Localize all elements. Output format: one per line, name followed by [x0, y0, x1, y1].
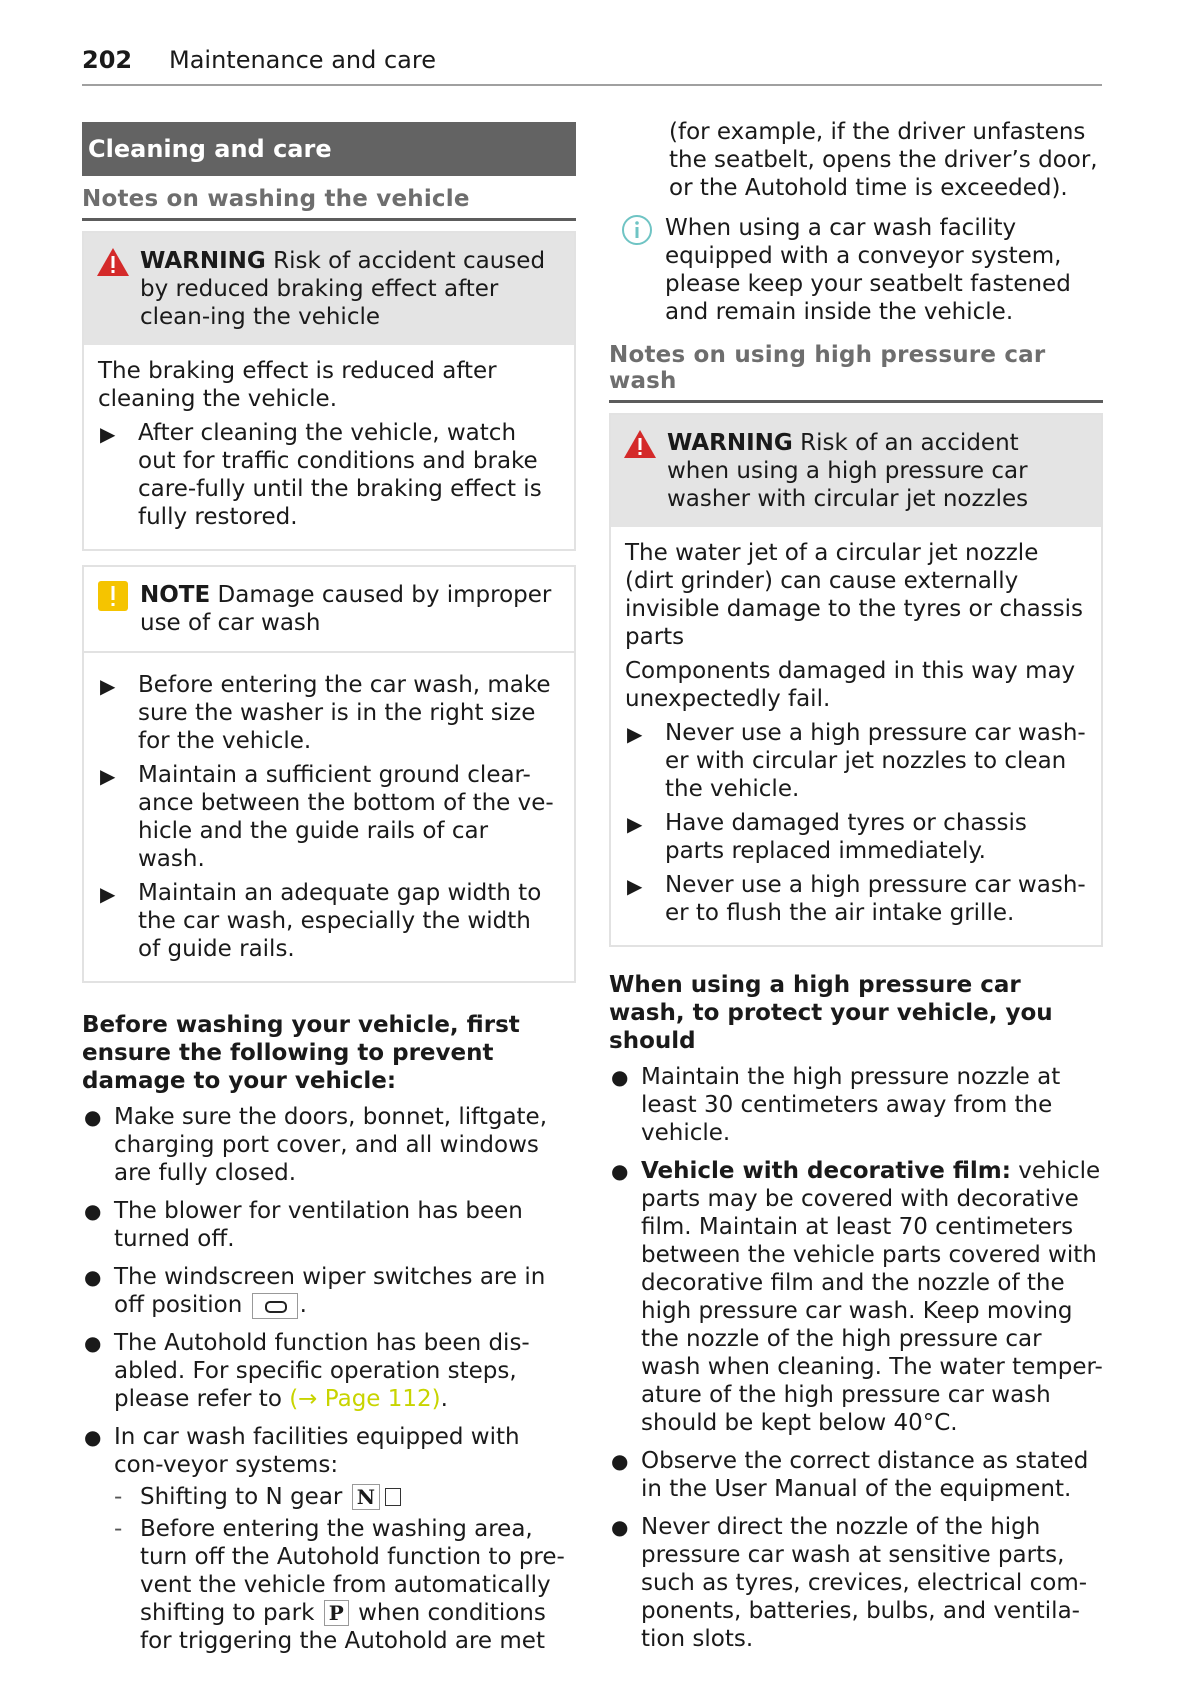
- note-box-car-wash: [82, 565, 576, 983]
- list-item: ▶ After cleaning the vehicle, watch out for traffic conditions and brake care-fully until the braking effect is fully restored.: [100, 420, 542, 530]
- sub-list-item: - Shifting to N gear N: [114, 1483, 576, 1511]
- list-item: ▶ Never use a high pressure car wash-er with circular jet nozzles to clean the vehicle.: [627, 720, 1086, 802]
- bullet-dot-icon: ●: [611, 1159, 629, 1183]
- info-text: When using a car wash facility equipped with a conveyor system, please keep your seatbelt fastened and remain inside the vehicle.: [665, 215, 1071, 325]
- list-item: ● Vehicle with decorative film: vehicle parts may be covered with decorative film. Maintain at least 70 centimeters between the vehicle parts covered with decorative film and the nozzle of the high pressure car wash. Keep moving the nozzle of the high pressure car wash when cleaning. The water temper-ature of the high pressure car wash should be kept below 40°C.: [611, 1158, 1103, 1436]
- note-exclamation-icon: [96, 581, 130, 611]
- warning-box-high-pressure: [609, 413, 1103, 947]
- warning-keyword: WARNING: [140, 248, 266, 274]
- subheading-washing: Notes on washing the vehicle: [82, 176, 576, 221]
- warning-triangle-icon: [96, 247, 130, 277]
- note-title: Damage caused by improper use of car wash: [140, 582, 552, 636]
- warning-paragraph: Components damaged in this way may unexpectedly fail.: [625, 658, 1076, 712]
- bullet-dot-icon: ●: [611, 1065, 629, 1089]
- continuation-text: (for example, if the driver unfastens the seatbelt, opens the driver’s door, or the Autohold time is exceeded).: [669, 119, 1098, 201]
- list-item: ● Observe the correct distance as stated in the User Manual of the equipment.: [611, 1448, 1089, 1502]
- triangle-bullet-icon: ▶: [100, 764, 116, 788]
- p-gear-key-icon: P: [324, 1600, 349, 1626]
- warning-body: [611, 527, 1101, 945]
- note-keyword: NOTE: [140, 582, 211, 608]
- bullet-dot-icon: ●: [84, 1331, 102, 1355]
- warning-title: Risk of an accident when using a high pressure car washer with circular jet nozzles: [667, 430, 1029, 512]
- before-washing-list: [82, 1103, 576, 1655]
- bullet-dot-icon: ●: [611, 1515, 629, 1539]
- page-header: [82, 44, 1102, 86]
- triangle-bullet-icon: ▶: [627, 812, 643, 836]
- list-item: ▶ Before entering the car wash, make sure the washer is in the right size for the vehicle.: [100, 672, 551, 754]
- chapter-title: Maintenance and care: [169, 46, 436, 74]
- high-pressure-list: [609, 1063, 1103, 1653]
- high-pressure-heading: When using a high pressure car wash, to protect your vehicle, you should: [609, 972, 1053, 1054]
- bold-lead: Vehicle with decorative film:: [641, 1158, 1011, 1184]
- note-body: [84, 653, 574, 981]
- warning-title: Risk of accident caused by reduced braking effect after clean-ing the vehicle: [140, 248, 546, 330]
- info-icon: [621, 214, 653, 246]
- page-number: 202: [82, 46, 133, 74]
- bullet-dot-icon: ●: [84, 1105, 102, 1129]
- list-item: ● The blower for ventilation has been turned off.: [84, 1198, 523, 1252]
- info-note: [609, 214, 1103, 326]
- sub-list-item: - Before entering the washing area, turn off the Autohold function to pre-vent the vehicle from automatically shifting to park P when conditions for triggering the Autohold are met: [114, 1516, 565, 1654]
- dash-bullet: -: [114, 1484, 123, 1510]
- subheading-high-pressure: Notes on using high pressure car wash: [609, 332, 1103, 403]
- n-gear-key-icon: N: [352, 1484, 380, 1510]
- dash-bullet: -: [114, 1516, 123, 1542]
- list-item: ● The windscreen wiper switches are in off position .: [84, 1264, 546, 1318]
- left-column: [82, 122, 576, 1665]
- list-item: ● Maintain the high pressure nozzle at least 30 centimeters away from the vehicle.: [611, 1064, 1061, 1146]
- list-item: ● Make sure the doors, bonnet, liftgate, charging port cover, and all windows are fully closed.: [84, 1104, 548, 1186]
- wiper-off-icon: [252, 1293, 298, 1319]
- triangle-bullet-icon: ▶: [100, 422, 116, 446]
- triangle-bullet-icon: ▶: [100, 882, 116, 906]
- list-item: ▶ Maintain an adequate gap width to the car wash, especially the width of guide rails.: [100, 880, 542, 962]
- warning-box-braking: [82, 231, 576, 551]
- bullet-dot-icon: ●: [84, 1265, 102, 1289]
- list-item: ● In car wash facilities equipped with con-veyor systems: - Shifting to N gear N - Before entering the washing area, turn off the Autohold function to pre-vent the vehicle from automatically shifting to park P when conditions for triggering the Autohold are met: [82, 1423, 576, 1655]
- right-column: [609, 118, 1103, 1663]
- warning-header: [611, 415, 1101, 527]
- warning-body: [84, 345, 574, 549]
- list-item: ▶ Maintain a sufficient ground clear-ance between the bottom of the ve-hicle and the guide rails of car wash.: [100, 762, 554, 872]
- bullet-dot-icon: ●: [84, 1425, 102, 1449]
- bullet-dot-icon: ●: [611, 1449, 629, 1473]
- triangle-bullet-icon: ▶: [100, 674, 116, 698]
- list-item: ● The Autohold function has been dis-abled. For specific operation steps, please refer to (→ Page 112).: [84, 1330, 530, 1412]
- list-item: ● Never direct the nozzle of the high pressure car wash at sensitive parts, such as tyres, crevices, electrical com-ponents, batteries, bulbs, and ventila-tion slots.: [611, 1514, 1088, 1652]
- triangle-bullet-icon: ▶: [627, 874, 643, 898]
- warning-paragraph: The water jet of a circular jet nozzle (dirt grinder) can cause externally invisible damage to the tyres or chassis parts: [625, 540, 1084, 650]
- warning-text: The braking effect is reduced after cleaning the vehicle.: [98, 358, 497, 412]
- page-reference-link[interactable]: (→ Page 112): [289, 1386, 441, 1412]
- square-icon: [385, 1488, 401, 1506]
- warning-keyword: WARNING: [667, 430, 793, 456]
- triangle-bullet-icon: ▶: [627, 722, 643, 746]
- list-item: ▶ Never use a high pressure car wash-er to flush the air intake grille.: [627, 872, 1086, 926]
- note-header: [84, 567, 574, 653]
- warning-header: [84, 233, 574, 345]
- section-title: Cleaning and care: [82, 122, 576, 176]
- bullet-dot-icon: ●: [84, 1199, 102, 1223]
- warning-triangle-icon: [623, 429, 657, 459]
- before-washing-heading: Before washing your vehicle, first ensure the following to prevent damage to your vehicle:: [82, 1012, 520, 1094]
- list-item: ▶ Have damaged tyres or chassis parts replaced immediately.: [627, 810, 1027, 864]
